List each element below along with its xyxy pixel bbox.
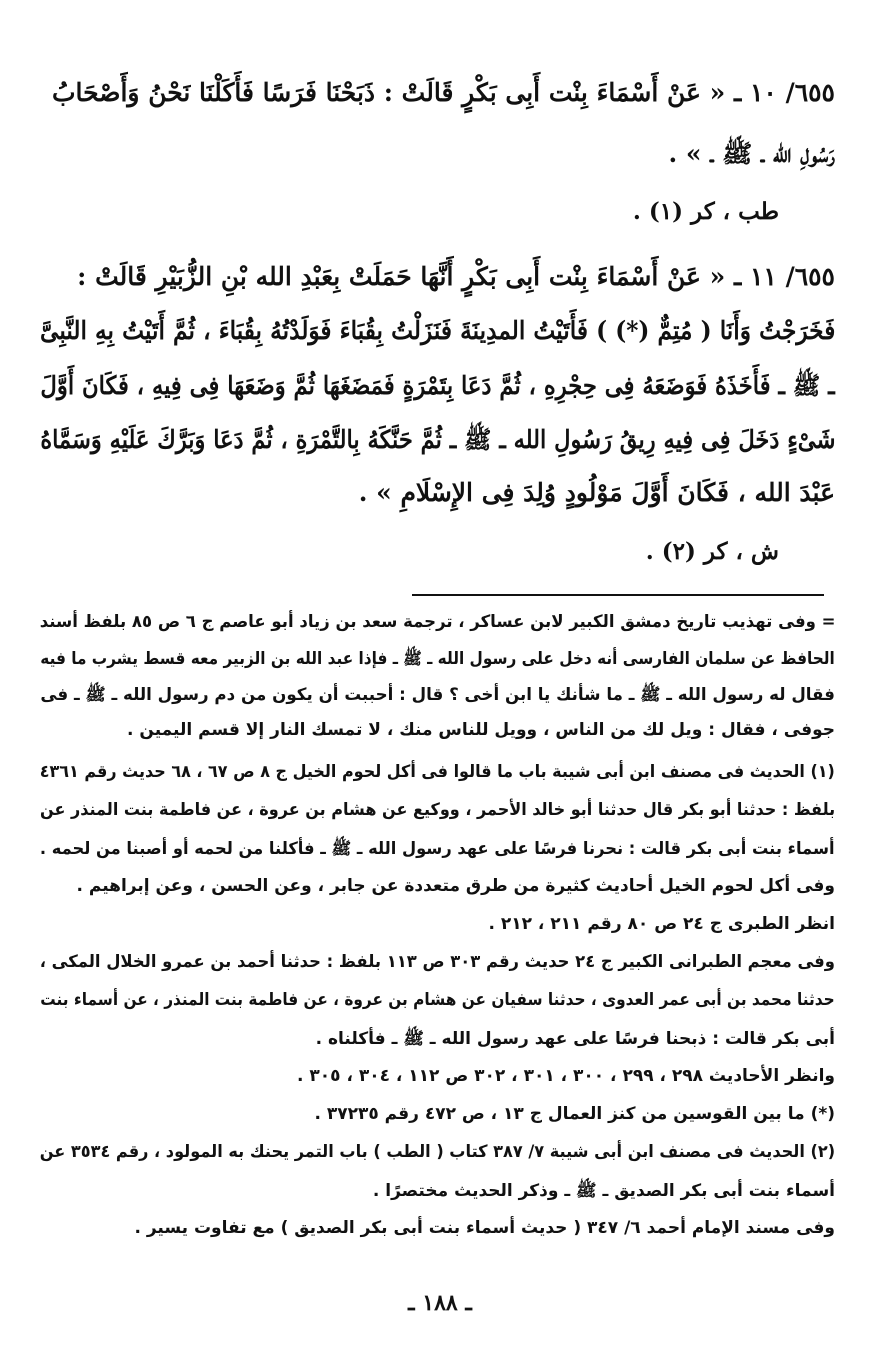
hadith-text-line: ٦٥٥/ ١٠ ـ « عَنْ أَسْمَاءَ بِنْت أَبِى بَكْرٍ قَالَتْ : ذَبَحْنَا فَرَسًا فَأَكَلْنَا نَحْنُ وَأَصْحَابُ xyxy=(51,78,835,107)
footnote-line: أسماء بنت أبى بكر قالت : نحرنا فرسًا على عهد رسول الله ـ ﷺ ـ فأكلنا من لحمه أو أصبنا من لحمه . xyxy=(40,839,835,859)
hadith-text-line: فَخَرَجْتُ وَأَنَا ( مُتِمٌّ (*) ) فَأَتَيْتُ المدِينَةَ فَنَزَلْتُ بِقُبَاءَ فَوَلَدْتُهُ بِقُبَاءَ ، ثُمَّ أَتَيْتُ بِهِ النَّبِىَّ xyxy=(39,316,835,345)
hadith-11-source: ش ، كر (٢) . xyxy=(645,538,779,565)
footnote-line: بلفظ : حدثنا أبو بكر قال حدثنا أبو خالد الأحمر ، ووكيع عن هشام بن عروة ، عن فاطمة بنت المنذر عن xyxy=(39,800,835,820)
footnote-separator xyxy=(412,594,824,596)
footnote-line: وفى مسند الإمام أحمد ٦/ ٣٤٧ ( حديث أسماء بنت أبى بكر الصديق ) مع تفاوت يسير . xyxy=(134,1218,835,1238)
footnote-line: حدثنا محمد بن أبى عمر العدوى ، حدثنا سفيان عن هشام بن عروة ، عن فاطمة بنت المنذر ، عن أسماء بنت xyxy=(40,990,835,1010)
footnote-line: جوفى ، فقال : ويل لك من الناس ، وويل للناس منك ، لا تمسك النار إلا قسم اليمين . xyxy=(127,720,835,740)
footnote-line: (١) الحديث فى مصنف ابن أبى شيبة باب ما قالوا فى أكل لحوم الخيل ج ٨ ص ٦٧ ، ٦٨ حديث رقم ٤٣٦١ xyxy=(39,762,835,782)
footnote-line: = وفى تهذيب تاريخ دمشق الكبير لابن عساكر ، ترجمة سعد بن زياد أبو عاصم ج ٦ ص ٨٥ بلفظ أسند xyxy=(39,612,835,632)
hadith-text-line: شَىْءٍ دَخَلَ فِى فِيهِ رِيقُ رَسُولِ الله ـ ﷺ ـ ثُمَّ حَنَّكَهُ بِالتَّمْرَةِ ، ثُمَّ دَعَا وَبَرَّكَ عَلَيْهِ وَسَمَّاهُ xyxy=(39,425,835,454)
footnote-line: الحافظ عن سلمان الفارسى أنه دخل على رسول الله ـ ﷺ ـ فإذا عبد الله بن الزبير معه قسط يشرب ما فيه xyxy=(40,649,835,669)
hadith-text-line: ٦٥٥/ ١١ ـ « عَنْ أَسْمَاءَ بِنْت أَبِى بَكْرٍ أَنَّهَا حَمَلَتْ بِعَبْدِ الله بْنِ الزُّبَيْرِ قَالَتْ : xyxy=(77,262,835,291)
hadith-text-line: عَبْدَ الله ، فَكَانَ أَوَّلَ مَوْلُودٍ وُلِدَ فِى الإِسْلَامِ » . xyxy=(358,478,835,507)
footnote-line: وفى معجم الطبرانى الكبير ج ٢٤ حديث رقم ٣٠٣ ص ١١٣ بلفظ : حدثنا أحمد بن عمرو الخلال المكى ، xyxy=(39,952,835,972)
hadith-11 xyxy=(40,262,835,522)
footnote-line: (*) ما بين القوسين من كنز العمال ج ١٣ ، ص ٤٧٢ رقم ٣٧٢٣٥ . xyxy=(314,1104,835,1124)
footnote-line: فقال له رسول الله ـ ﷺ ـ ما شأنك يا ابن أخى ؟ قال : أحببت أن يكون من دم رسول الله ـ ﷺ ـ فى xyxy=(40,685,835,705)
footnote-line: انظر الطبرى ج ٢٤ ص ٨٠ رقم ٢١١ ، ٢١٢ . xyxy=(488,914,835,934)
footnote-line: وفى أكل لحوم الخيل أحاديث كثيرة من طرق متعددة عن جابر ، وعن الحسن ، وعن إبراهيم . xyxy=(76,876,835,896)
hadith-text-line: رَسُولِ الله ـ ﷺ ـ » . xyxy=(668,139,835,168)
footnote-line: وانظر الأحاديث ٢٩٨ ، ٢٩٩ ، ٣٠٠ ، ٣٠١ ، ٣٠٢ ص ١١٢ ، ٣٠٤ ، ٣٠٥ . xyxy=(297,1066,835,1086)
footnote-line: أبى بكر قالت : ذبحنا فرسًا على عهد رسول الله ـ ﷺ ـ فأكلناه . xyxy=(315,1029,835,1049)
hadith-10-source: طب ، كر (١) . xyxy=(632,198,779,225)
hadith-text-line: ـ ﷺ ـ فَأَخَذَهُ فَوَضَعَهُ فِى حِجْرِهِ ، ثُمَّ دَعَا بِتَمْرَةٍ فَمَضَغَهَا ثُمَّ وَضَعَهَا فِى فِيهِ ، فَكَانَ أَوَّلَ xyxy=(40,371,835,400)
hadith-10 xyxy=(40,78,835,198)
footnote-line: (٢) الحديث فى مصنف ابن أبى شيبة ٧/ ٣٨٧ كتاب ( الطب ) باب التمر يحنك به المولود ، رقم ٣٥٣٤ عن xyxy=(39,1142,835,1162)
page-number: ـ ١٨٨ ـ xyxy=(408,1290,472,1316)
footnote-line: أسماء بنت أبى بكر الصديق ـ ﷺ ـ وذكر الحديث مختصرًا . xyxy=(372,1181,835,1201)
